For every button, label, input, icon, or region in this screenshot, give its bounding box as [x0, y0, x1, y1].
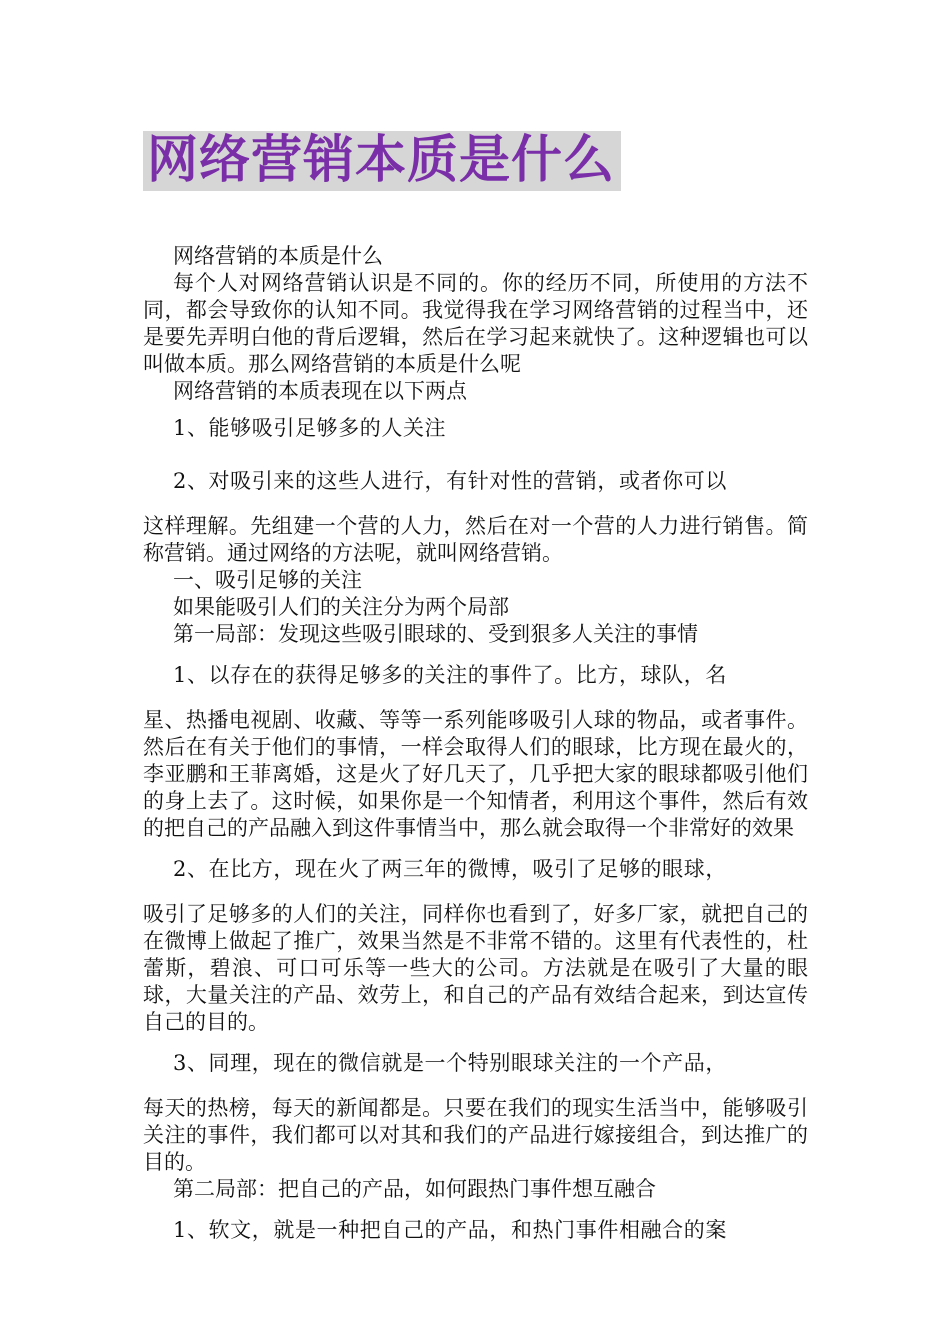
- paragraph-item-2-start: 2、在比方，现在火了两三年的微博，吸引了足够的眼球，: [173, 857, 727, 881]
- paragraph-point-2-start: 2、对吸引来的这些人进行，有针对性的营销，或者你可以: [173, 469, 727, 493]
- heading-part-2: 第二局部：把自己的产品，如何跟热门事件想互融合: [173, 1177, 656, 1201]
- paragraph-item-2-cont: 吸引了足够多的人们的关注，同样你也看到了，好多厂家，就把自己的在微博上做起了推广，效果当然是不非常不错的。这里有代表性的，杜蕾斯，碧浪、可口可乐等一些大的公司。方法就是在吸引了大量的眼球，大量关注的产品、效劳上，和自己的产品有效结合起来，到达宣传自己的目的。: [143, 902, 808, 1034]
- paragraph-part-2-item-1: 1、软文，就是一种把自己的产品，和热门事件相融合的案: [173, 1218, 727, 1242]
- paragraph-point-2-cont: 这样理解。先组建一个营的人力，然后在对一个营的人力进行销售。简称营销。通过网络的方法呢，就叫网络营销。: [143, 514, 808, 565]
- document-title: 网络营销本质是什么: [143, 131, 621, 191]
- paragraph-item-1-start: 1、以存在的获得足够多的关注的事件了。比方，球队，名: [173, 663, 727, 687]
- paragraph-intro: 每个人对网络营销认识是不同的。你的经历不同，所使用的方法不同，都会导致你的认知不同。我觉得我在学习网络营销的过程当中，还是要先弄明白他的背后逻辑，然后在学习起来就快了。这种逻辑也可以叫做本质。那么网络营销的本质是什么呢: [143, 271, 808, 376]
- paragraph-two-points: 网络营销的本质表现在以下两点: [173, 379, 467, 403]
- heading-part-1: 第一局部：发现这些吸引眼球的、受到狠多人关注的事情: [173, 622, 698, 646]
- document-body: [143, 243, 808, 1244]
- paragraph-item-3-start: 3、同理，现在的微信就是一个特别眼球关注的一个产品，: [173, 1051, 727, 1075]
- paragraph-point-1: 1、能够吸引足够多的人关注: [173, 416, 447, 440]
- paragraph-two-parts: 如果能吸引人们的关注分为两个局部: [173, 595, 509, 619]
- paragraph-item-3-cont: 每天的热榜，每天的新闻都是。只要在我们的现实生活当中，能够吸引关注的事件，我们都可以对其和我们的产品进行嫁接组合，到达推广的目的。: [143, 1096, 808, 1174]
- paragraph-subtitle: 网络营销的本质是什么: [173, 244, 383, 268]
- paragraph-item-1-cont: 星、热播电视剧、收藏、等等一系列能哆吸引人球的物品，或者事件。然后在有关于他们的事情，一样会取得人们的眼球，比方现在最火的，李亚鹏和王菲离婚，这是火了好几天了，几乎把大家的眼球都吸引他们的身上去了。这时候，如果你是一个知情者，利用这个事件，然后有效的把自己的产品融入到这件事情当中，那么就会取得一个非常好的效果: [143, 708, 808, 840]
- heading-section-1: 一、吸引足够的关注: [173, 568, 362, 592]
